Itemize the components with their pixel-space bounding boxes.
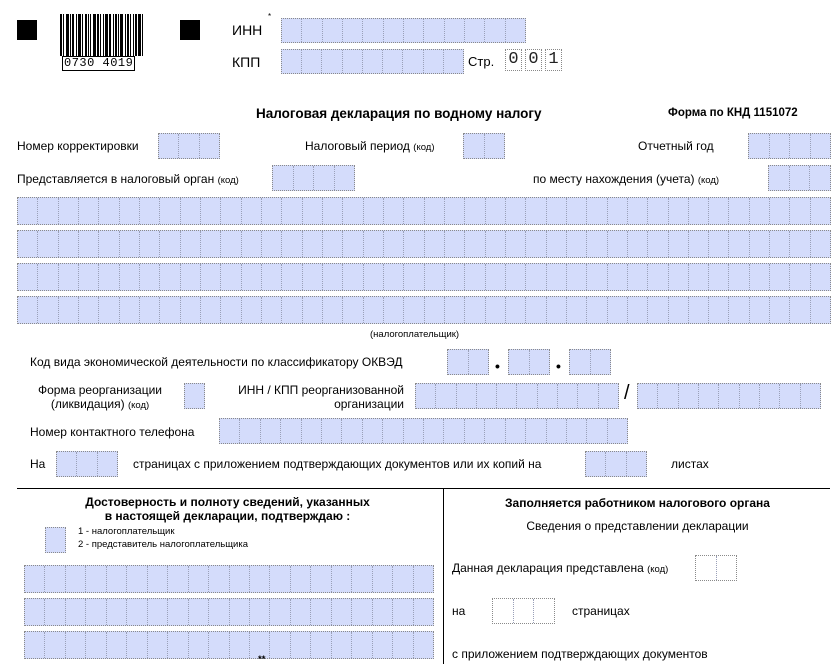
tax-period-label: Налоговый период (код) <box>305 139 435 153</box>
barcode <box>60 14 156 56</box>
submitted-code-field[interactable] <box>695 555 737 581</box>
inn-asterisk: * <box>268 12 272 21</box>
correction-number-field[interactable] <box>158 133 220 159</box>
taxpayer-name-line-3[interactable] <box>17 263 831 291</box>
okved-label: Код вида экономической деятельности по классификатору ОКВЭД <box>30 355 403 369</box>
inn-label: ИНН <box>232 22 263 38</box>
registration-marker-left <box>17 20 37 40</box>
okved-field-3[interactable] <box>569 349 611 375</box>
page-digit-2: 0 <box>525 49 542 71</box>
page-digit-3: 1 <box>545 49 562 71</box>
reorg-inn-label: ИНН / КПП реорганизованной организации <box>238 383 404 411</box>
tax-authority-field[interactable] <box>272 165 355 191</box>
inn-field[interactable] <box>281 18 526 43</box>
registration-marker-right <box>180 20 200 40</box>
sheets-count-field[interactable] <box>585 451 647 477</box>
form-code: Форма по КНД 1151072 <box>668 107 798 119</box>
correction-number-label: Номер корректировки <box>17 139 139 153</box>
pages-count-field[interactable] <box>56 451 118 477</box>
kpp-label: КПП <box>232 54 261 70</box>
confirmer-option-1: 1 - налогоплательщик <box>78 526 175 537</box>
reorg-slash: / <box>624 382 630 404</box>
reorg-kpp-field[interactable] <box>637 383 821 409</box>
reporting-year-field[interactable] <box>748 133 831 159</box>
reorg-inn-field[interactable] <box>415 383 619 409</box>
reporting-year-label: Отчетный год <box>638 139 714 153</box>
page-digit-1: 0 <box>505 49 522 71</box>
submitted-label: Данная декларация представлена (код) <box>452 561 669 575</box>
section-divider-horizontal <box>17 488 830 489</box>
taxpayer-name-line-4[interactable] <box>17 296 831 324</box>
taxpayer-caption: (налогоплательщик) <box>370 329 460 340</box>
phone-label: Номер контактного телефона <box>30 425 195 439</box>
barcode-number: 0730 4019 <box>64 56 134 70</box>
with-docs-label: с приложением подтверждающих документов <box>452 647 708 661</box>
footnote-mark: ** <box>258 654 266 664</box>
pages-prefix-label: На <box>30 457 46 471</box>
okved-field-1[interactable] <box>447 349 489 375</box>
pages-middle-label: страницах с приложением подтверждающих документов или их копий на <box>133 457 542 471</box>
confirmer-option-2: 2 - представитель налогоплательщика <box>78 539 248 550</box>
officer-heading: Заполняется работником налогового органа <box>505 496 770 510</box>
location-field[interactable] <box>768 165 831 191</box>
page-label: Стр. <box>468 54 495 69</box>
okved-separator-1: • <box>495 358 500 374</box>
officer-on-label: на <box>452 604 466 618</box>
location-label: по месту нахождения (учета) (код) <box>533 172 720 186</box>
signer-name-line-3[interactable] <box>24 631 434 659</box>
tax-authority-label: Представляется в налоговый орган (код) <box>17 172 239 186</box>
reorg-form-label: Форма реорганизации (ликвидация) (код) <box>38 383 162 411</box>
signer-name-line-2[interactable] <box>24 598 434 626</box>
officer-pages-field[interactable] <box>492 598 555 624</box>
signer-name-line-1[interactable] <box>24 565 434 593</box>
okved-field-2[interactable] <box>508 349 550 375</box>
reorg-form-field[interactable] <box>184 383 205 409</box>
section-divider-vertical <box>443 488 444 664</box>
tax-period-field[interactable] <box>463 133 505 159</box>
pages-suffix-label: листах <box>671 457 709 471</box>
page-title: Налоговая декларация по водному налогу <box>256 106 542 121</box>
confirmer-type-field[interactable] <box>45 527 66 553</box>
okved-separator-2: • <box>556 358 561 374</box>
phone-field[interactable] <box>219 418 628 444</box>
taxpayer-name-line-1[interactable] <box>17 197 831 225</box>
confirmation-heading: Достоверность и полноту сведений, указанных в настоящей декларации, подтверждаю : <box>85 495 370 523</box>
officer-pages-label: страницах <box>572 604 630 618</box>
kpp-field[interactable] <box>281 49 464 74</box>
officer-subheading: Сведения о представлении декларации <box>526 519 749 533</box>
taxpayer-name-line-2[interactable] <box>17 230 831 258</box>
